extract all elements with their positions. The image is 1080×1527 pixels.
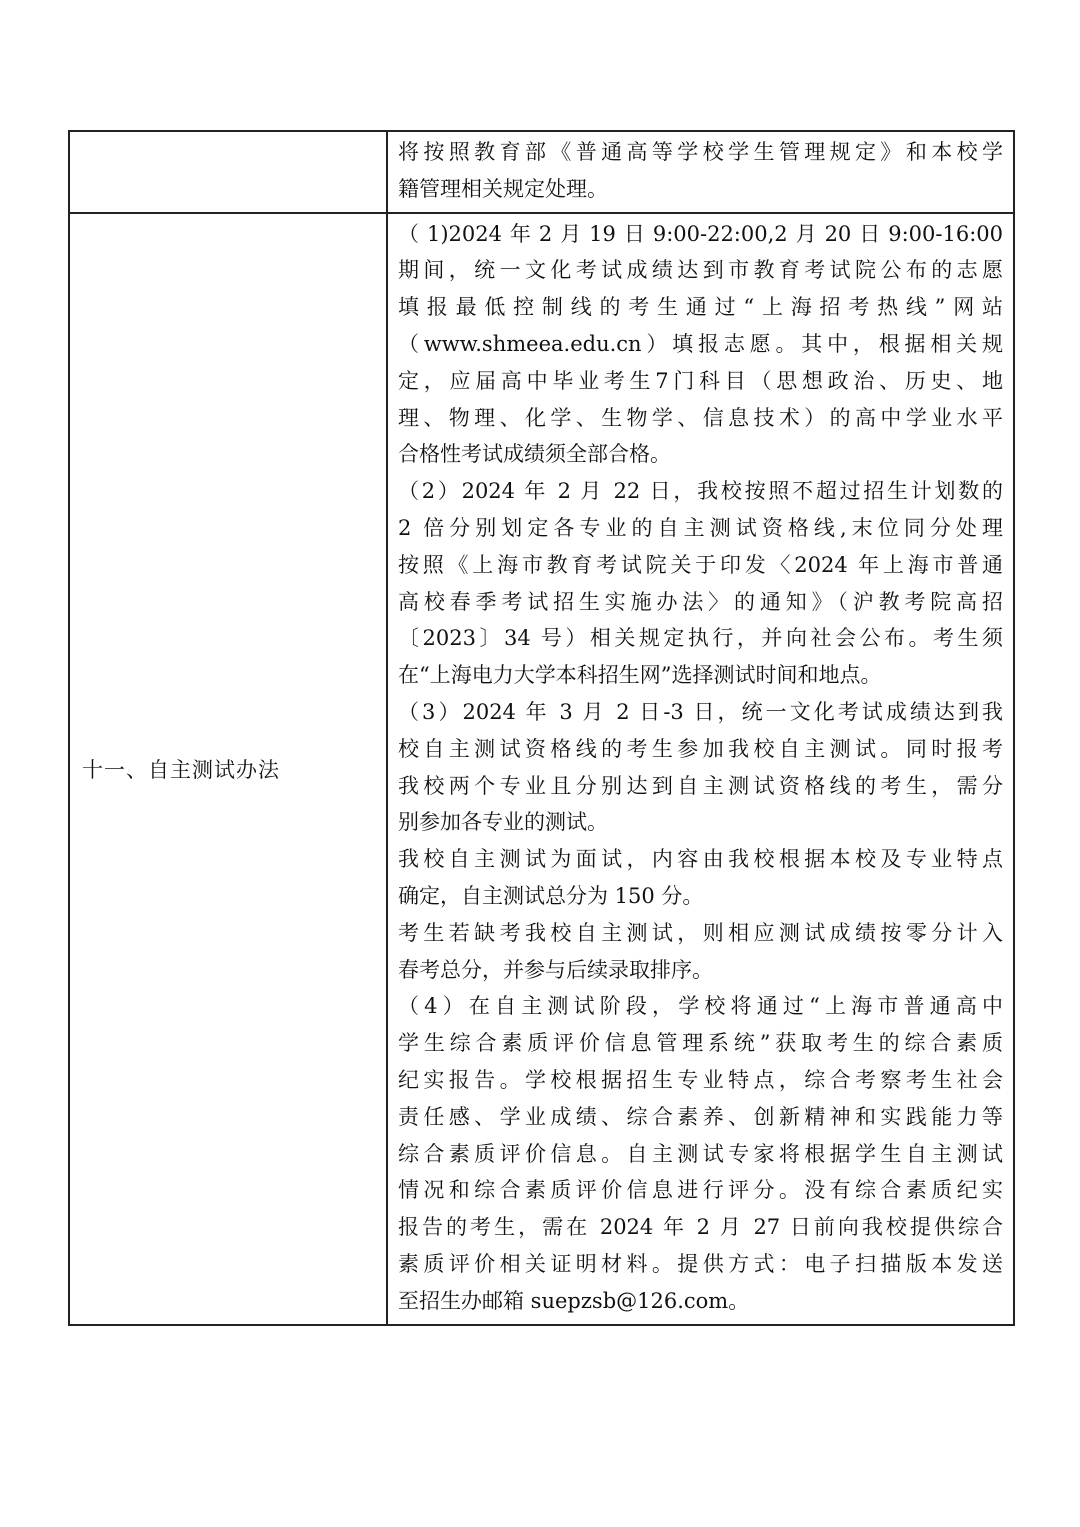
text-line: 高校春季考试招生实施办法〉的通知》（沪教考院高招 (398, 589, 1003, 614)
text-line: 报告的考生，需在 2024 年 2 月 27 日前向我校提供综合 (398, 1215, 1003, 1240)
text-line: 素质评价相关证明材料。提供方式：电子扫描版本发送 (398, 1251, 1003, 1276)
text-line: （2）2024 年 2 月 22 日，我校按照不超过招生计划数的 (398, 479, 1003, 504)
text-line: 至招生办邮箱 suepzsb@126.com。 (398, 1288, 750, 1313)
text-line: 在“上海电力大学本科招生网”选择测试时间和地点。 (398, 663, 882, 688)
text-line: 2 倍分别划定各专业的自主测试资格线,末位同分处理 (398, 515, 1003, 540)
text-line: 期间，统一文化考试成绩达到市教育考试院公布的志愿 (398, 258, 1003, 283)
text-line: 我校自主测试为面试，内容由我校根据本校及专业特点 (398, 847, 1003, 872)
text-line: 〔2023〕34 号）相关规定执行，并向社会公布。考生须 (398, 626, 1003, 651)
text-line: （3）2024 年 3 月 2 日-3 日，统一文化考试成绩达到我 (398, 699, 1003, 724)
admission-rules-table (68, 130, 1015, 1326)
text-line: 校自主测试资格线的考生参加我校自主测试。同时报考 (398, 736, 1003, 761)
text-line: 籍管理相关规定处理。 (398, 176, 608, 201)
text-line: 情况和综合素质评价信息进行评分。没有综合素质纪实 (398, 1178, 1003, 1203)
text-line: 理、物理、化学、生物学、信息技术）的高中学业水平 (398, 405, 1003, 430)
text-line: （4）在自主测试阶段，学校将通过“上海市普通高中 (398, 994, 1003, 1019)
text-line: 纪实报告。学校根据招生专业特点，综合考察考生社会 (398, 1067, 1003, 1092)
text-line: 确定，自主测试总分为 150 分。 (398, 883, 704, 908)
row-label-self-test-method: 十一、自主测试办法 (69, 213, 387, 1325)
text-line: 定，应届高中毕业考生7门科目（思想政治、历史、地 (398, 368, 1003, 393)
table-row (69, 131, 1014, 213)
text-line: 别参加各专业的测试。 (398, 810, 608, 835)
row-label-empty (69, 131, 387, 213)
text-line: 责任感、学业成绩、综合素养、创新精神和实践能力等 (398, 1104, 1003, 1129)
row-content (387, 213, 1014, 1325)
table-row (69, 213, 1014, 1325)
row-content (387, 131, 1014, 213)
text-line: 将按照教育部《普通高等学校学生管理规定》和本校学 (398, 140, 1003, 164)
text-line: 按照《上海市教育考试院关于印发〈2024 年上海市普通 (398, 552, 1003, 577)
text-line: 合格性考试成绩须全部合格。 (398, 442, 671, 467)
text-line: 考生若缺考我校自主测试，则相应测试成绩按零分计入 (398, 920, 1003, 945)
text-line: 学生综合素质评价信息管理系统”获取考生的综合素质 (398, 1031, 1003, 1056)
text-line: 综合素质评价信息。自主测试专家将根据学生自主测试 (398, 1141, 1003, 1166)
text-line: （1)2024年2月19日9:00-22:00,2月20日9:00-16:00 (398, 221, 1003, 246)
text-line: 我校两个专业且分别达到自主测试资格线的考生，需分 (398, 773, 1003, 798)
text-line: 填报最低控制线的考生通过“上海招考热线”网站 (398, 295, 1003, 320)
text-line: 春考总分，并参与后续录取排序。 (398, 957, 713, 982)
text-line: （www.shmeea.edu.cn）填报志愿。其中，根据相关规 (398, 331, 1003, 356)
